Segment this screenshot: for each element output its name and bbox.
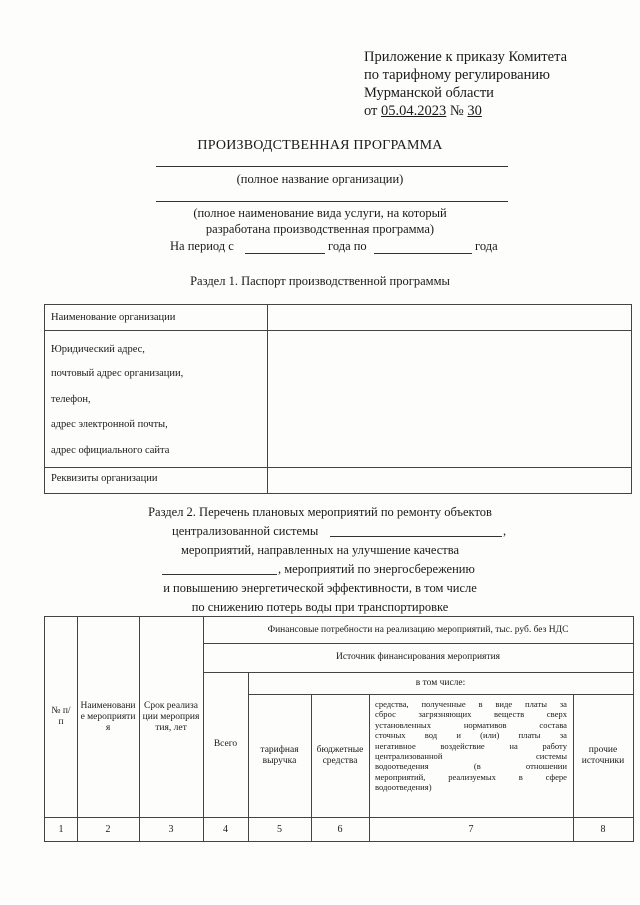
col-index-3: 3: [168, 823, 174, 835]
col-index-5: 5: [277, 823, 282, 835]
period-suffix: года: [475, 239, 498, 253]
passport-label-website: адрес официального сайта: [51, 445, 170, 456]
appendix-block: [364, 48, 567, 120]
section1-title: Раздел 1. Паспорт производственной программы: [190, 274, 450, 288]
passport-label-postal-address: почтовый адрес организации,: [51, 368, 184, 379]
col-number-header: № п/п: [51, 706, 71, 727]
col-other-header: прочие источники: [581, 744, 625, 766]
quality-blank: [162, 574, 277, 575]
appendix-date-line: [364, 102, 567, 120]
appendix-line-1: Приложение к приказу Комитета: [364, 49, 568, 65]
section2-line-4b: , мероприятий по энергосбережению: [278, 562, 475, 576]
col-term-header: Срок реализации мероприятия, лет: [142, 700, 200, 733]
col-index-1: 1: [58, 823, 64, 835]
passport-label-org-name: Наименование организации: [51, 312, 176, 323]
section2-line-2a: централизованной системы: [172, 524, 319, 538]
number-prefix: №: [446, 103, 468, 119]
section2-line-6: по снижению потерь воды при транспортировке: [191, 600, 449, 614]
section2-line-1: Раздел 2. Перечень плановых мероприятий по ремонту объектов: [148, 505, 492, 519]
period-end-blank: [374, 253, 472, 254]
passport-label-email: адрес электронной почты,: [51, 419, 168, 430]
section2-line-5: и повышению энергетической эффективности, в том числе: [163, 581, 477, 595]
col-budget-header: бюджетные средства: [316, 744, 364, 766]
service-caption-1: (полное наименование вида услуги, на который: [193, 206, 447, 220]
period-prefix: На период с: [170, 239, 234, 253]
col-index-6: 6: [337, 823, 343, 835]
org-name-caption: (полное название организации): [236, 172, 404, 186]
col-tariff-header: тарифная выручка: [260, 744, 299, 766]
program-table: [44, 616, 634, 842]
col-total-header: Всего: [213, 739, 238, 749]
service-name-line: [156, 201, 508, 202]
header-source: Источник финансирования мероприятия: [335, 652, 501, 662]
appendix-line-2: по тарифному регулированию: [364, 67, 550, 83]
passport-label-phone: телефон,: [51, 394, 91, 405]
col-funds-header: средства, полученные в виде платы за сброс загрязняющих веществ сверх установленных нормативов состава сточных вод и (или) платы за негативное воздействие на работу централизованной системы водоотведения (в отношении мероприятий, реализуемых в сфере водоотведения): [375, 699, 567, 793]
col-index-4: 4: [223, 823, 228, 835]
date-prefix: от: [364, 103, 382, 119]
org-name-line: [156, 166, 508, 167]
period-start-blank: [245, 253, 325, 254]
passport-label-legal-address: Юридический адрес,: [51, 344, 145, 355]
passport-table: [44, 304, 632, 494]
header-including: в том числе:: [415, 677, 466, 688]
section2-line-3: мероприятий, направленных на улучшение качества: [180, 543, 460, 557]
page-title: ПРОИЗВОДСТВЕННАЯ ПРОГРАММА: [197, 138, 443, 153]
col-name-header: Наименование мероприятия: [80, 700, 136, 733]
appendix-line-3: Мурманской области: [364, 85, 494, 101]
system-blank: [330, 536, 502, 537]
order-number: 30: [467, 103, 482, 119]
order-date: 05.04.2023: [381, 103, 447, 119]
col-index-7: 7: [468, 823, 474, 835]
service-caption-2: разработана производственная программа): [205, 222, 435, 236]
period-mid: года по: [328, 239, 367, 253]
header-financial: Финансовые потребности на реализацию мероприятий, тыс. руб. без НДС: [267, 624, 569, 635]
section2-line-2b: ,: [503, 524, 507, 538]
passport-label-requisites: Реквизиты организации: [51, 473, 158, 484]
col-index-8: 8: [600, 823, 606, 835]
col-index-2: 2: [105, 823, 111, 835]
